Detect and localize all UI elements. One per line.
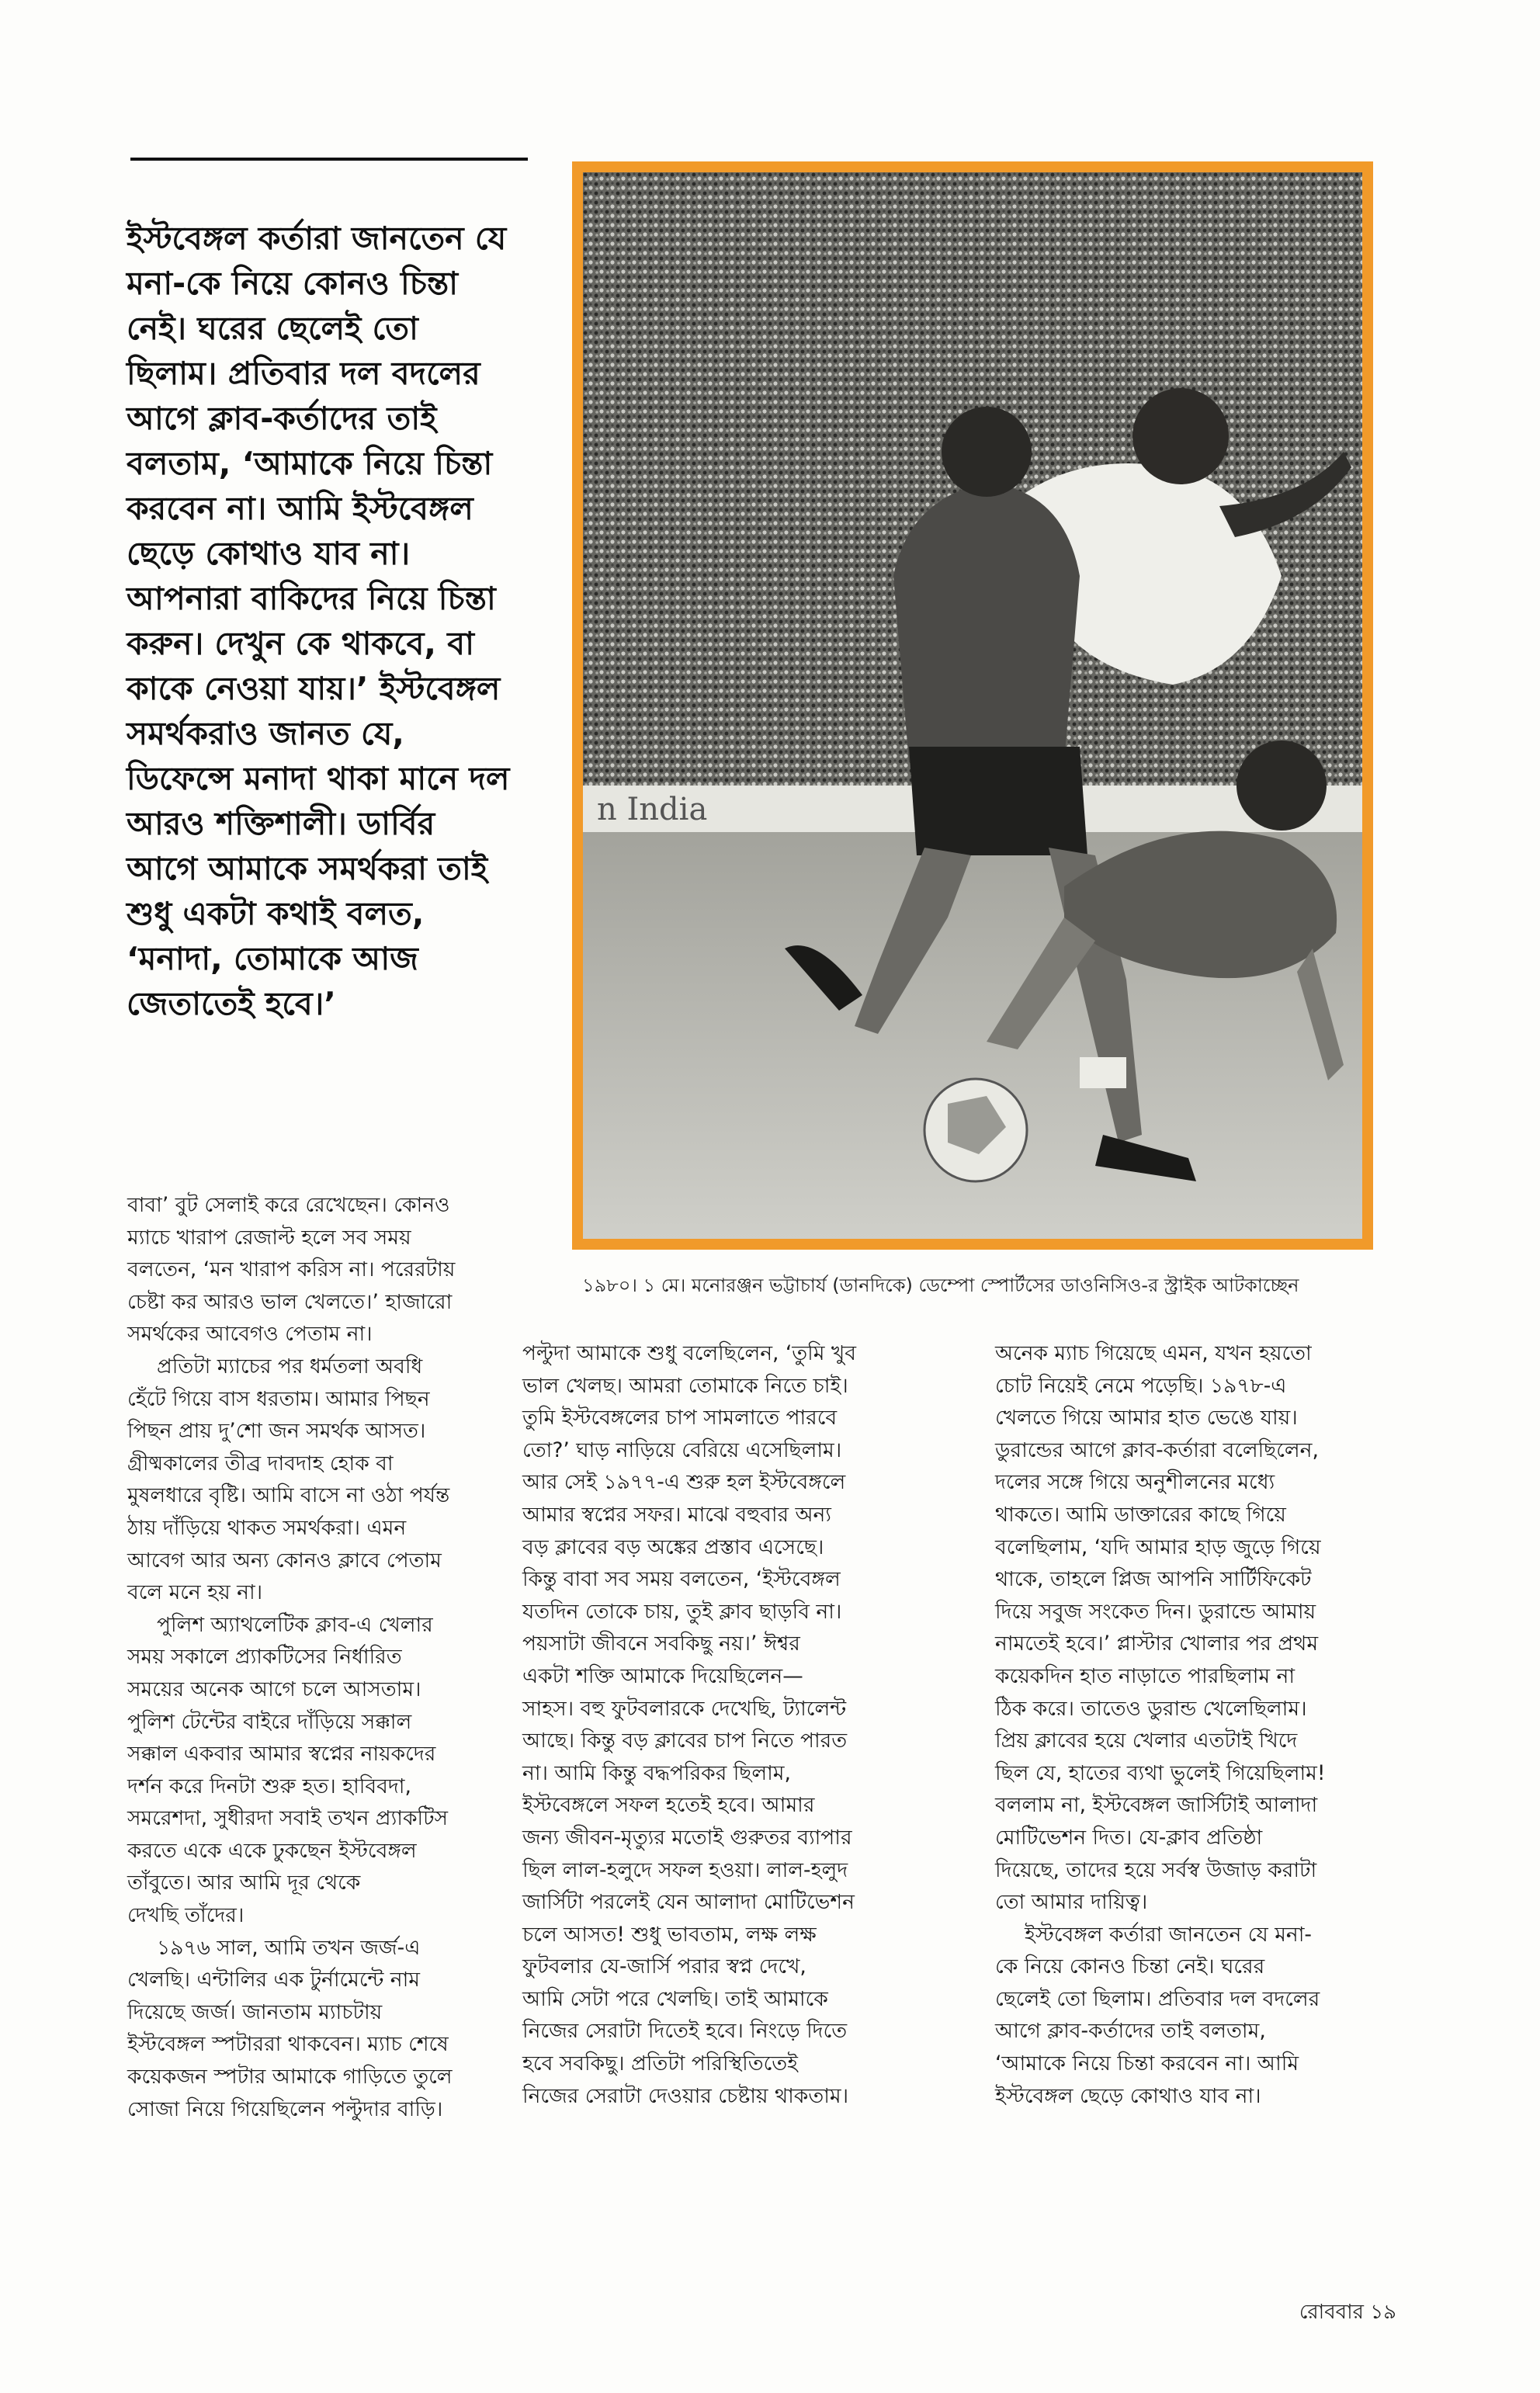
text-line: ছেড়ে কোথাও যাব না। (127, 535, 411, 572)
text-line: যতদিন তোকে চায়, তুই ক্লাব ছাড়বি না। (522, 1599, 842, 1624)
text-line: কয়েকদিন হাত নাড়াতে পারছিলাম না (995, 1663, 1295, 1688)
text-line: থাকতে। আমি ডাক্তারের কাছে গিয়ে (995, 1502, 1286, 1527)
text-line: আগে আমাকে সমর্থকরা তাই (127, 850, 488, 887)
text-line: ঠিক করে। তাতেও ডুরান্ড খেলেছিলাম। (995, 1696, 1307, 1721)
text-line: ইস্টবেঙ্গলে সফল হতেই হবে। আমার (522, 1793, 815, 1818)
text-line: আমার স্বপ্নের সফর। মাঝে বহুবার অন্য (522, 1502, 831, 1527)
text-line: নামতেই হবে।’ প্লাস্টার খোলার পর প্রথম (995, 1632, 1319, 1656)
text-line: পয়সাটা জীবনে সবকিছু নয়।’ ঈশ্বর (522, 1632, 800, 1656)
text-line: চোট নিয়েই নেমে পড়েছি। ১৯৭৮-এ (995, 1373, 1287, 1398)
text-line: বলে মনে হয় না। (127, 1580, 263, 1605)
text-line: থাকে, তাহলে প্লিজ আপনি সার্টিফিকেট (995, 1567, 1312, 1592)
svg-text:n India: n India (597, 792, 708, 827)
text-line: করুন। দেখুন কে থাকবে, বা (127, 625, 474, 662)
text-line: কিন্তু বাবা সব সময় বলতেন, ‘ইস্টবেঙ্গল (522, 1567, 841, 1592)
text-line: বাবা’ বুট সেলাই করে রেখেছেন। কোনও (127, 1193, 450, 1217)
text-line: হবে সবকিছু। প্রতিটা পরিস্থিতিতেই (522, 2051, 798, 2076)
text-line: মনা-কে নিয়ে কোনও চিন্তা (127, 265, 458, 302)
text-line: খেলছি। এন্টালির এক টুর্নামেন্টে নাম (127, 1968, 421, 1992)
text-line: তো?’ ঘাড় নাড়িয়ে বেরিয়ে এসেছিলাম। (522, 1438, 842, 1462)
text-line: সময়ের অনেক আগে চলে আসতাম। (127, 1677, 421, 1701)
text-line: মুষলধারে বৃষ্টি। আমি বাসে না ওঠা পর্যন্ত (127, 1483, 450, 1508)
text-line: ইস্টবেঙ্গল স্পটাররা থাকবেন। ম্যাচ শেষে (127, 2032, 449, 2057)
text-line: ছিলাম। প্রতিবার দল বদলের (127, 355, 480, 392)
text-line: জন্য জীবন-মৃত্যুর মতোই গুরুতর ব্যাপার (522, 1825, 852, 1850)
pull-quote (127, 216, 546, 1026)
text-line: অনেক ম্যাচ গিয়েছে এমন, যখন হয়তো (995, 1341, 1312, 1365)
text-line: বলেছিলাম, ‘যদি আমার হাড় জুড়ে গিয়ে (995, 1535, 1321, 1559)
text-line: দিয়ে সবুজ সংকেত দিন। ডুরান্ডে আমায় (995, 1599, 1316, 1624)
text-line: পল্টুদা আমাকে শুধু বলেছিলেন, ‘তুমি খুব (522, 1341, 857, 1365)
text-line: তুমি ইস্টবেঙ্গলের চাপ সামলাতে পারবে (522, 1406, 838, 1431)
text-line: পুলিশ অ্যাথলেটিক ক্লাব-এ খেলার (157, 1612, 433, 1637)
football-match-photo-icon (583, 172, 1362, 1239)
text-line: মোটিভেশন দিত। যে-ক্লাব প্রতিষ্ঠা (995, 1825, 1263, 1850)
body-column-3 (995, 1337, 1391, 2112)
text-line: শুধু একটা কথাই বলত, (127, 895, 425, 932)
text-line: ম্যাচে খারাপ রেজাল্ট হলে সব সময় (127, 1225, 411, 1250)
text-line: দিয়েছে, তাদের হয়ে সর্বস্ব উজাড় করাটা (995, 1857, 1317, 1882)
text-line: বলতেন, ‘মন খারাপ করিস না। পরেরটায় (127, 1257, 456, 1282)
text-line: আমি সেটা পরে খেলছি। তাই আমাকে (522, 1986, 828, 2011)
text-line: ১৯৭৬ সাল, আমি তখন জর্জ-এ (157, 1935, 421, 1960)
text-line: আবেগ আর অন্য কোনও ক্লাবে পেতাম (127, 1548, 442, 1573)
text-line: সাহস। বহু ফুটবলারকে দেখেছি, ট্যালেন্ট (522, 1696, 847, 1721)
text-line: দর্শন করে দিনটা শুরু হত। হাবিবদা, (127, 1774, 411, 1798)
text-line: চেষ্টা কর আরও ভাল খেলতে।’ হাজারো (127, 1289, 453, 1314)
text-line: প্রিয় ক্লাবের হয়ে খেলার এতটাই খিদে (995, 1729, 1298, 1753)
text-line: হেঁটে গিয়ে বাস ধরতাম। আমার পিছন (127, 1386, 430, 1411)
text-line: বড় ক্লাবের বড় অঙ্কের প্রস্তাব এসেছে। (522, 1535, 824, 1559)
text-line: সমর্থকরাও জানত যে, (127, 715, 404, 752)
page-footer: রোববার ১৯ (1299, 2301, 1396, 2324)
text-line: করবেন না। আমি ইস্টবেঙ্গল (127, 490, 473, 527)
text-line: তাঁবুতে। আর আমি দূর থেকে (127, 1871, 361, 1895)
text-line: ঠায় দাঁড়িয়ে থাকত সমর্থকরা। এমন (127, 1515, 407, 1540)
text-line: সময় সকালে প্র্যাকটিসের নির্ধারিত (127, 1645, 402, 1670)
text-line: কে নিয়ে কোনও চিন্তা নেই। ঘরের (995, 1954, 1265, 1979)
text-line: আগে ক্লাব-কর্তাদের তাই বলতাম, (995, 2019, 1266, 2044)
text-line: সোজা নিয়ে গিয়েছিলেন পল্টুদার বাড়ি। (127, 2096, 443, 2121)
body-column-1 (127, 1189, 531, 2125)
text-line: তো আমার দায়িত্ব। (995, 1890, 1148, 1915)
text-line: দলের সঙ্গে গিয়ে অনুশীলনের মধ্যে (995, 1470, 1275, 1495)
text-line: আরও শক্তিশালী। ডার্বির (127, 805, 435, 842)
text-line: ডিফেন্সে মনাদা থাকা মানে দল (127, 760, 510, 797)
text-line: ফুটবলার যে-জার্সি পরার স্বপ্ন দেখে, (522, 1954, 806, 1979)
text-line: নিজের সেরাটা দেওয়ার চেষ্টায় থাকতাম। (522, 2083, 849, 2108)
text-line: সক্কাল একবার আমার স্বপ্নের নায়কদের (127, 1742, 436, 1767)
text-line: সমরেশদা, সুধীরদা সবাই তখন প্র্যাকটিস (127, 1806, 449, 1831)
text-line: দেখছি তাঁদের। (127, 1903, 245, 1928)
text-line: বলতাম, ‘আমাকে নিয়ে চিন্তা (127, 445, 493, 482)
text-line: না। আমি কিন্তু বদ্ধপরিকর ছিলাম, (522, 1760, 791, 1785)
text-line: প্রতিটা ম্যাচের পর ধর্মতলা অবধি (157, 1354, 423, 1379)
text-line: জার্সিটা পরলেই যেন আলাদা মোটিভেশন (522, 1890, 855, 1915)
text-line: খেলতে গিয়ে আমার হাত ভেঙে যায়। (995, 1406, 1298, 1431)
text-line: চলে আসত! শুধু ভাবতাম, লক্ষ লক্ষ (522, 1922, 817, 1947)
text-line: সমর্থকের আবেগও পেতাম না। (127, 1322, 373, 1347)
text-line: দিয়েছে জর্জ। জানতাম ম্যাচটায় (127, 1999, 383, 2024)
photo-caption: ১৯৮০। ১ মে। মনোরঞ্জন ভট্টাচার্য (ডানদিকে) ডেম্পো স্পোর্টসের ডাওনিসিও-র স্ট্রাইক আটকাচ্ছেন (582, 1275, 1299, 1296)
text-line: ইস্টবেঙ্গল কর্তারা জানতেন যে মনা- (1025, 1922, 1312, 1947)
text-line: ছিল লাল-হলুদে সফল হওয়া। লাল-হলুদ (522, 1857, 848, 1882)
text-line: করতে একে একে ঢুকছেন ইস্টবেঙ্গল (127, 1838, 417, 1863)
text-line: ইস্টবেঙ্গল কর্তারা জানতেন যে (127, 220, 507, 257)
text-line: ভাল খেলছ। আমরা তোমাকে নিতে চাই। (522, 1373, 848, 1398)
text-line: ডুরান্ডের আগে ক্লাব-কর্তারা বলেছিলেন, (995, 1438, 1319, 1462)
text-line: ছিল যে, হাতের ব্যথা ভুলেই গিয়েছিলাম! (995, 1760, 1326, 1785)
text-line: একটা শক্তি আমাকে দিয়েছিলেন— (522, 1663, 803, 1688)
match-photo (572, 161, 1373, 1250)
text-line: আগে ক্লাব-কর্তাদের তাই (127, 400, 437, 437)
text-line: পিছন প্রায় দু’শো জন সমর্থক আসত। (127, 1419, 426, 1444)
text-line: পুলিশ টেন্টের বাইরে দাঁড়িয়ে সক্কাল (127, 1709, 412, 1734)
text-line: আছে। কিন্তু বড় ক্লাবের চাপ নিতে পারত (522, 1729, 848, 1753)
text-line: জেতাতেই হবে।’ (127, 985, 336, 1022)
text-line: ইস্টবেঙ্গল ছেড়ে কোথাও যাব না। (995, 2083, 1261, 2108)
text-line: ‘মনাদা, তোমাকে আজ (127, 940, 418, 977)
text-line: নেই। ঘরের ছেলেই তো (127, 310, 418, 347)
text-line: কাকে নেওয়া যায়।’ ইস্টবেঙ্গল (127, 670, 501, 707)
text-line: গ্রীষ্মকালের তীব্র দাবদাহ হোক বা (127, 1451, 394, 1476)
text-line: নিজের সেরাটা দিতেই হবে। নিংড়ে দিতে (522, 2019, 848, 2044)
top-rule (130, 158, 528, 161)
text-line: ‘আমাকে নিয়ে চিন্তা করবেন না। আমি (995, 2051, 1299, 2076)
text-line: আর সেই ১৯৭৭-এ শুরু হল ইস্টবেঙ্গলে (522, 1470, 846, 1495)
text-line: বললাম না, ইস্টবেঙ্গল জার্সিটাই আলাদা (995, 1793, 1318, 1818)
body-column-2 (522, 1337, 980, 2112)
text-line: কয়েকজন স্পটার আমাকে গাড়িতে তুলে (127, 2065, 453, 2090)
text-line: আপনারা বাকিদের নিয়ে চিন্তা (127, 580, 496, 617)
text-line: ছেলেই তো ছিলাম। প্রতিবার দল বদলের (995, 1986, 1320, 2011)
